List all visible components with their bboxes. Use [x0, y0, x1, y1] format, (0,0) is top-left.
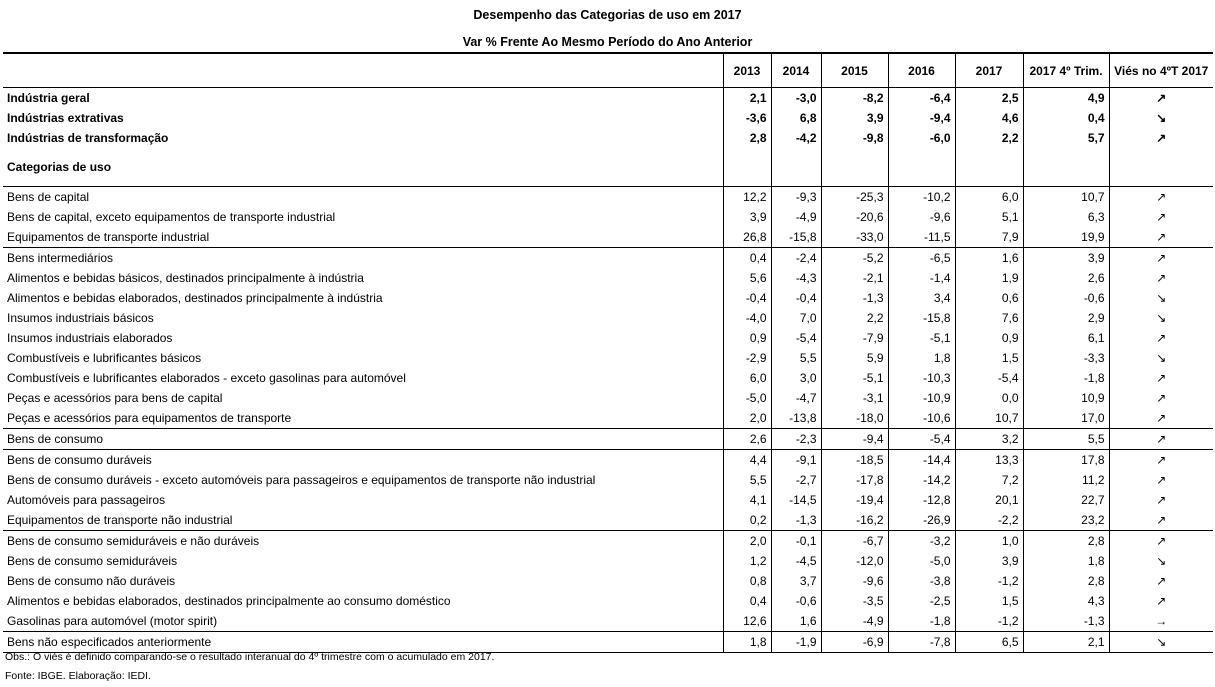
value-cell: 2,8: [723, 128, 771, 148]
value-cell: 3,9: [1023, 248, 1109, 269]
value-cell: 1,6: [955, 248, 1023, 269]
table-row: [3, 207, 1213, 227]
value-cell: -3,5: [821, 591, 888, 611]
value-cell: 22,7: [1023, 490, 1109, 510]
value-cell: 3,9: [821, 108, 888, 128]
value-cell: -1,2: [955, 571, 1023, 591]
header-cell: 2016: [888, 53, 955, 88]
value-cell: 7,6: [955, 308, 1023, 328]
trend-arrow-icon: ↗: [1109, 571, 1213, 591]
trend-arrow-icon: ↗: [1109, 450, 1213, 471]
value-cell: -19,4: [821, 490, 888, 510]
trend-arrow-icon: ↗: [1109, 510, 1213, 531]
category-heading-row: [3, 148, 1213, 187]
header-cell: 2015: [821, 53, 888, 88]
header-cell: 2017: [955, 53, 1023, 88]
value-cell: 6,3: [1023, 207, 1109, 227]
value-cell: -4,3: [771, 268, 821, 288]
value-cell: -4,7: [771, 388, 821, 408]
table-row: [3, 510, 1213, 531]
value-cell: -25,3: [821, 187, 888, 208]
value-cell: 11,2: [1023, 470, 1109, 490]
value-cell: 0,6: [955, 288, 1023, 308]
value-cell: 2,5: [955, 88, 1023, 109]
value-cell: 6,8: [771, 108, 821, 128]
value-cell: -1,8: [888, 611, 955, 632]
value-cell: -7,8: [888, 632, 955, 653]
table-subtitle: Var % Frente Ao Mesmo Período do Ano Anterior: [462, 35, 753, 49]
value-cell: 23,2: [1023, 510, 1109, 531]
value-cell: -3,6: [723, 108, 771, 128]
table-row: [3, 450, 1213, 471]
value-cell: 1,5: [955, 348, 1023, 368]
table-row: [3, 632, 1213, 653]
value-cell: -5,0: [888, 551, 955, 571]
value-cell: -17,8: [821, 470, 888, 490]
trend-arrow-icon: ↗: [1109, 470, 1213, 490]
value-cell: 3,4: [888, 288, 955, 308]
value-cell: 1,9: [955, 268, 1023, 288]
trend-arrow-icon: ↗: [1109, 227, 1213, 248]
value-cell: -0,4: [771, 288, 821, 308]
value-cell: -1,4: [888, 268, 955, 288]
value-cell: 17,0: [1023, 408, 1109, 429]
value-cell: 7,2: [955, 470, 1023, 490]
table-row: [3, 328, 1213, 348]
table-row: [3, 88, 1213, 109]
value-cell: -10,2: [888, 187, 955, 208]
value-cell: 2,1: [723, 88, 771, 109]
value-cell: -6,0: [888, 128, 955, 148]
row-label: Bens não especificados anteriormente: [3, 632, 723, 653]
empty-cell: [1023, 148, 1109, 187]
value-cell: -9,6: [888, 207, 955, 227]
value-cell: 10,7: [955, 408, 1023, 429]
table-row: [3, 268, 1213, 288]
value-cell: 0,9: [955, 328, 1023, 348]
value-cell: 2,6: [723, 429, 771, 450]
value-cell: 0,2: [723, 510, 771, 531]
value-cell: -33,0: [821, 227, 888, 248]
source-note: Fonte: IBGE. Elaboração: IEDI.: [5, 670, 151, 682]
performance-table: [3, 52, 1213, 653]
trend-arrow-icon: ↗: [1109, 88, 1213, 109]
value-cell: 4,3: [1023, 591, 1109, 611]
value-cell: -3,1: [821, 388, 888, 408]
row-label: Bens de consumo: [3, 429, 723, 450]
value-cell: 3,9: [723, 207, 771, 227]
table-row: [3, 591, 1213, 611]
value-cell: -9,4: [888, 108, 955, 128]
value-cell: 13,3: [955, 450, 1023, 471]
row-label: Alimentos e bebidas elaborados, destinados principalmente à indústria: [7, 291, 383, 305]
value-cell: 4,4: [723, 450, 771, 471]
trend-arrow-icon: ↗: [1109, 128, 1213, 148]
value-cell: -10,9: [888, 388, 955, 408]
value-cell: -3,0: [771, 88, 821, 109]
value-cell: -16,2: [821, 510, 888, 531]
value-cell: -9,3: [771, 187, 821, 208]
value-cell: -10,3: [888, 368, 955, 388]
header-cell: 2013: [723, 53, 771, 88]
trend-arrow-icon: ↘: [1109, 308, 1213, 328]
value-cell: 5,5: [771, 348, 821, 368]
trend-arrow-icon: ↗: [1109, 490, 1213, 510]
trend-arrow-icon: →: [1109, 611, 1213, 632]
value-cell: -5,2: [821, 248, 888, 269]
value-cell: -15,8: [888, 308, 955, 328]
trend-arrow-icon: ↗: [1109, 187, 1213, 208]
value-cell: 1,8: [723, 632, 771, 653]
value-cell: 3,9: [955, 551, 1023, 571]
value-cell: -4,5: [771, 551, 821, 571]
empty-cell: [1109, 148, 1213, 187]
row-label: Bens de consumo semiduráveis: [7, 554, 178, 568]
trend-arrow-icon: ↗: [1109, 328, 1213, 348]
value-cell: 2,6: [1023, 268, 1109, 288]
table-row: [3, 348, 1213, 368]
value-cell: 1,8: [888, 348, 955, 368]
row-label: Alimentos e bebidas básicos, destinados principalmente à indústria: [7, 271, 364, 285]
value-cell: 5,5: [1023, 429, 1109, 450]
value-cell: 3,2: [955, 429, 1023, 450]
row-label: Peças e acessórios para equipamentos de transporte: [7, 411, 292, 425]
value-cell: -0,1: [771, 531, 821, 552]
value-cell: -26,9: [888, 510, 955, 531]
value-cell: 26,8: [723, 227, 771, 248]
row-label: Bens intermediários: [3, 248, 723, 269]
value-cell: 17,8: [1023, 450, 1109, 471]
value-cell: 2,2: [821, 308, 888, 328]
trend-arrow-icon: ↘: [1109, 288, 1213, 308]
value-cell: -18,0: [821, 408, 888, 429]
value-cell: 1,2: [723, 551, 771, 571]
value-cell: -6,5: [888, 248, 955, 269]
value-cell: 5,1: [955, 207, 1023, 227]
value-cell: -9,8: [821, 128, 888, 148]
value-cell: 12,6: [723, 611, 771, 632]
footnote: Obs.: O viés é definido comparando-se o resultado interanual do 4º trimestre com o acumulado em 2017.: [5, 651, 495, 663]
value-cell: 5,9: [821, 348, 888, 368]
value-cell: -1,2: [955, 611, 1023, 632]
row-label: Indústrias extrativas: [7, 111, 124, 125]
value-cell: 1,8: [1023, 551, 1109, 571]
table-row: [3, 128, 1213, 148]
row-label: Combustíveis e lubrificantes elaborados - exceto gasolinas para automóvel: [7, 371, 406, 385]
trend-arrow-icon: ↗: [1109, 368, 1213, 388]
table-row: [3, 408, 1213, 429]
value-cell: 5,7: [1023, 128, 1109, 148]
row-label: Insumos industriais básicos: [7, 311, 154, 325]
value-cell: -1,8: [1023, 368, 1109, 388]
value-cell: 4,9: [1023, 88, 1109, 109]
value-cell: -12,8: [888, 490, 955, 510]
value-cell: 2,0: [723, 531, 771, 552]
value-cell: -6,9: [821, 632, 888, 653]
value-cell: 0,4: [723, 591, 771, 611]
value-cell: 10,9: [1023, 388, 1109, 408]
trend-arrow-icon: ↗: [1109, 268, 1213, 288]
header-row: [3, 53, 1213, 88]
value-cell: -2,5: [888, 591, 955, 611]
value-cell: 0,9: [723, 328, 771, 348]
value-cell: -8,2: [821, 88, 888, 109]
trend-arrow-icon: ↗: [1109, 591, 1213, 611]
value-cell: 12,2: [723, 187, 771, 208]
value-cell: 2,8: [1023, 531, 1109, 552]
value-cell: -14,2: [888, 470, 955, 490]
table-row: [3, 248, 1213, 269]
row-label: Gasolinas para automóvel (motor spirit): [7, 614, 218, 628]
table-row: [3, 368, 1213, 388]
row-label: Peças e acessórios para bens de capital: [7, 391, 223, 405]
empty-cell: [771, 148, 821, 187]
value-cell: -3,3: [1023, 348, 1109, 368]
value-cell: -2,3: [771, 429, 821, 450]
value-cell: -20,6: [821, 207, 888, 227]
header-cell: 2014: [771, 53, 821, 88]
value-cell: -9,1: [771, 450, 821, 471]
row-label: Combustíveis e lubrificantes básicos: [7, 351, 202, 365]
empty-cell: [821, 148, 888, 187]
table-row: [3, 227, 1213, 248]
row-label: Alimentos e bebidas elaborados, destinados principalmente ao consumo doméstico: [7, 594, 451, 608]
row-label: Equipamentos de transporte não industrial: [7, 513, 233, 527]
value-cell: -2,1: [821, 268, 888, 288]
table-row: [3, 308, 1213, 328]
empty-cell: [888, 148, 955, 187]
value-cell: 2,2: [955, 128, 1023, 148]
value-cell: 0,8: [723, 571, 771, 591]
value-cell: -2,7: [771, 470, 821, 490]
row-label: Insumos industriais elaborados: [7, 331, 173, 345]
row-label: Bens de consumo duráveis: [3, 450, 723, 471]
value-cell: -4,0: [723, 308, 771, 328]
value-cell: 1,5: [955, 591, 1023, 611]
value-cell: -0,6: [1023, 288, 1109, 308]
table-row: [3, 571, 1213, 591]
value-cell: 0,4: [723, 248, 771, 269]
table-row: [3, 490, 1213, 510]
trend-arrow-icon: ↗: [1109, 408, 1213, 429]
trend-arrow-icon: ↗: [1109, 207, 1213, 227]
value-cell: -7,9: [821, 328, 888, 348]
value-cell: -1,9: [771, 632, 821, 653]
value-cell: -1,3: [821, 288, 888, 308]
value-cell: -9,4: [821, 429, 888, 450]
value-cell: -5,0: [723, 388, 771, 408]
value-cell: 7,9: [955, 227, 1023, 248]
value-cell: 1,0: [955, 531, 1023, 552]
trend-arrow-icon: ↗: [1109, 429, 1213, 450]
value-cell: 2,8: [1023, 571, 1109, 591]
value-cell: -4,2: [771, 128, 821, 148]
value-cell: -5,1: [821, 368, 888, 388]
value-cell: -11,5: [888, 227, 955, 248]
row-label: Indústrias de transformação: [7, 131, 169, 145]
header-cell: 2017 4º Trim.: [1023, 53, 1109, 88]
value-cell: 10,7: [1023, 187, 1109, 208]
table-row: [3, 611, 1213, 632]
value-cell: 20,1: [955, 490, 1023, 510]
value-cell: 4,1: [723, 490, 771, 510]
value-cell: 4,6: [955, 108, 1023, 128]
value-cell: -5,4: [888, 429, 955, 450]
value-cell: 3,7: [771, 571, 821, 591]
value-cell: -5,4: [955, 368, 1023, 388]
value-cell: -0,6: [771, 591, 821, 611]
value-cell: 2,9: [1023, 308, 1109, 328]
value-cell: -14,5: [771, 490, 821, 510]
row-label: Equipamentos de transporte industrial: [7, 230, 210, 244]
value-cell: -12,0: [821, 551, 888, 571]
row-label: Bens de consumo semiduráveis e não duráveis: [3, 531, 723, 552]
table-row: [3, 388, 1213, 408]
table-row: [3, 288, 1213, 308]
value-cell: 2,1: [1023, 632, 1109, 653]
category-heading: Categorias de uso: [3, 148, 723, 187]
value-cell: -4,9: [821, 611, 888, 632]
value-cell: 2,0: [723, 408, 771, 429]
value-cell: 6,1: [1023, 328, 1109, 348]
value-cell: -5,4: [771, 328, 821, 348]
value-cell: 3,0: [771, 368, 821, 388]
value-cell: 7,0: [771, 308, 821, 328]
value-cell: 1,6: [771, 611, 821, 632]
trend-arrow-icon: ↗: [1109, 248, 1213, 269]
trend-arrow-icon: ↘: [1109, 632, 1213, 653]
value-cell: -5,1: [888, 328, 955, 348]
value-cell: -2,9: [723, 348, 771, 368]
table-row: [3, 531, 1213, 552]
trend-arrow-icon: ↘: [1109, 551, 1213, 571]
value-cell: -3,8: [888, 571, 955, 591]
row-label: Bens de consumo não duráveis: [7, 574, 176, 588]
value-cell: 6,5: [955, 632, 1023, 653]
value-cell: -1,3: [771, 510, 821, 531]
value-cell: -1,3: [1023, 611, 1109, 632]
row-label: Bens de capital: [7, 190, 90, 204]
table-row: [3, 429, 1213, 450]
value-cell: -10,6: [888, 408, 955, 429]
value-cell: -2,4: [771, 248, 821, 269]
value-cell: 0,0: [955, 388, 1023, 408]
table-row: [3, 470, 1213, 490]
value-cell: -4,9: [771, 207, 821, 227]
trend-arrow-icon: ↘: [1109, 108, 1213, 128]
value-cell: 5,5: [723, 470, 771, 490]
value-cell: -13,8: [771, 408, 821, 429]
value-cell: -6,4: [888, 88, 955, 109]
trend-arrow-icon: ↘: [1109, 348, 1213, 368]
table-row: [3, 108, 1213, 128]
row-label: Indústria geral: [7, 91, 90, 105]
row-label: Bens de consumo duráveis - exceto automóveis para passageiros e equipamentos de transporte não industrial: [7, 473, 596, 487]
value-cell: -18,5: [821, 450, 888, 471]
value-cell: -9,6: [821, 571, 888, 591]
header-cell: [3, 53, 723, 88]
value-cell: -15,8: [771, 227, 821, 248]
value-cell: -14,4: [888, 450, 955, 471]
header-cell: Viés no 4ºT 2017: [1109, 53, 1213, 88]
trend-arrow-icon: ↗: [1109, 531, 1213, 552]
value-cell: -6,7: [821, 531, 888, 552]
value-cell: 0,4: [1023, 108, 1109, 128]
value-cell: 6,0: [723, 368, 771, 388]
trend-arrow-icon: ↗: [1109, 388, 1213, 408]
row-label: Bens de capital, exceto equipamentos de transporte industrial: [7, 210, 336, 224]
value-cell: -2,2: [955, 510, 1023, 531]
row-label: Automóveis para passageiros: [7, 493, 166, 507]
table-title: Desempenho das Categorias de uso em 2017: [473, 8, 742, 22]
table-row: [3, 187, 1213, 208]
empty-cell: [723, 148, 771, 187]
value-cell: 6,0: [955, 187, 1023, 208]
table-row: [3, 551, 1213, 571]
value-cell: 19,9: [1023, 227, 1109, 248]
value-cell: -3,2: [888, 531, 955, 552]
empty-cell: [955, 148, 1023, 187]
value-cell: 5,6: [723, 268, 771, 288]
value-cell: -0,4: [723, 288, 771, 308]
